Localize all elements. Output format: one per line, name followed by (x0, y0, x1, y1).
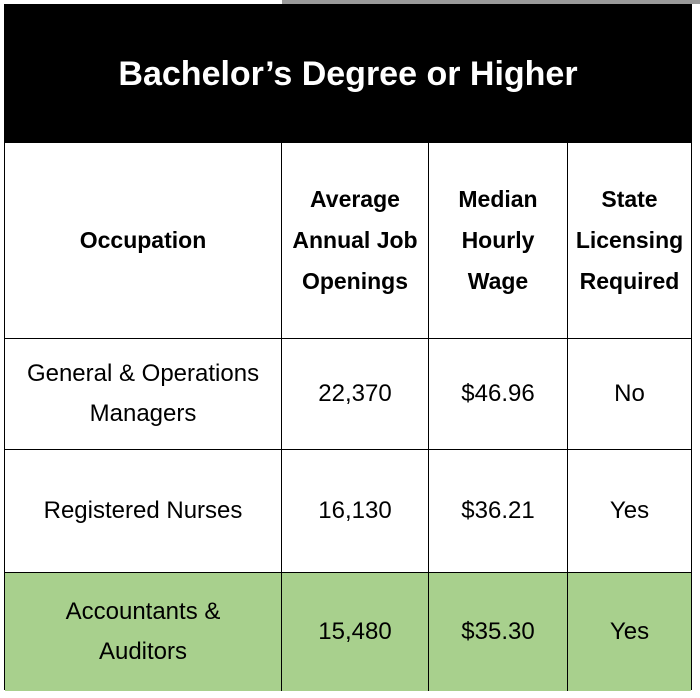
cell-wage (429, 339, 568, 449)
occupations-table (4, 4, 692, 690)
table-row (5, 450, 691, 573)
header-licensing-label: State Licensing Required (575, 186, 684, 294)
header-occupation-label: Occupation (79, 227, 207, 253)
wage-text: $36.21 (461, 497, 535, 524)
openings-text: 16,130 (318, 497, 392, 524)
occupation-text: Accountants & Auditors (65, 598, 221, 665)
openings-text: 22,370 (318, 380, 392, 407)
table-row (5, 339, 691, 450)
cell-wage (429, 573, 568, 691)
table-title: Bachelor’s Degree or Higher (118, 54, 578, 93)
cell-wage (429, 450, 568, 572)
licensing-text: Yes (609, 497, 650, 524)
header-openings-label: Average Annual Job Openings (292, 186, 418, 294)
cell-openings (282, 339, 429, 449)
cell-occupation (5, 573, 282, 691)
header-wage (429, 143, 568, 338)
occupation-text: General & Operations Managers (26, 360, 260, 427)
header-openings (282, 143, 429, 338)
occupation-text: Registered Nurses (43, 497, 243, 524)
cell-occupation (5, 339, 282, 449)
wage-text: $46.96 (461, 380, 535, 407)
licensing-text: No (614, 380, 645, 407)
table-row-highlighted (5, 573, 691, 691)
header-wage-label: Median Hourly Wage (458, 186, 538, 294)
cell-licensing (568, 339, 691, 449)
licensing-text: Yes (609, 618, 650, 645)
cell-openings (282, 573, 429, 691)
cell-licensing (568, 573, 691, 691)
openings-text: 15,480 (318, 618, 392, 645)
table-header-row (5, 143, 691, 339)
cell-occupation (5, 450, 282, 572)
wage-text: $35.30 (461, 618, 535, 645)
header-occupation (5, 143, 282, 338)
cell-licensing (568, 450, 691, 572)
table-title-bar (5, 5, 691, 143)
cell-openings (282, 450, 429, 572)
header-licensing (568, 143, 691, 338)
